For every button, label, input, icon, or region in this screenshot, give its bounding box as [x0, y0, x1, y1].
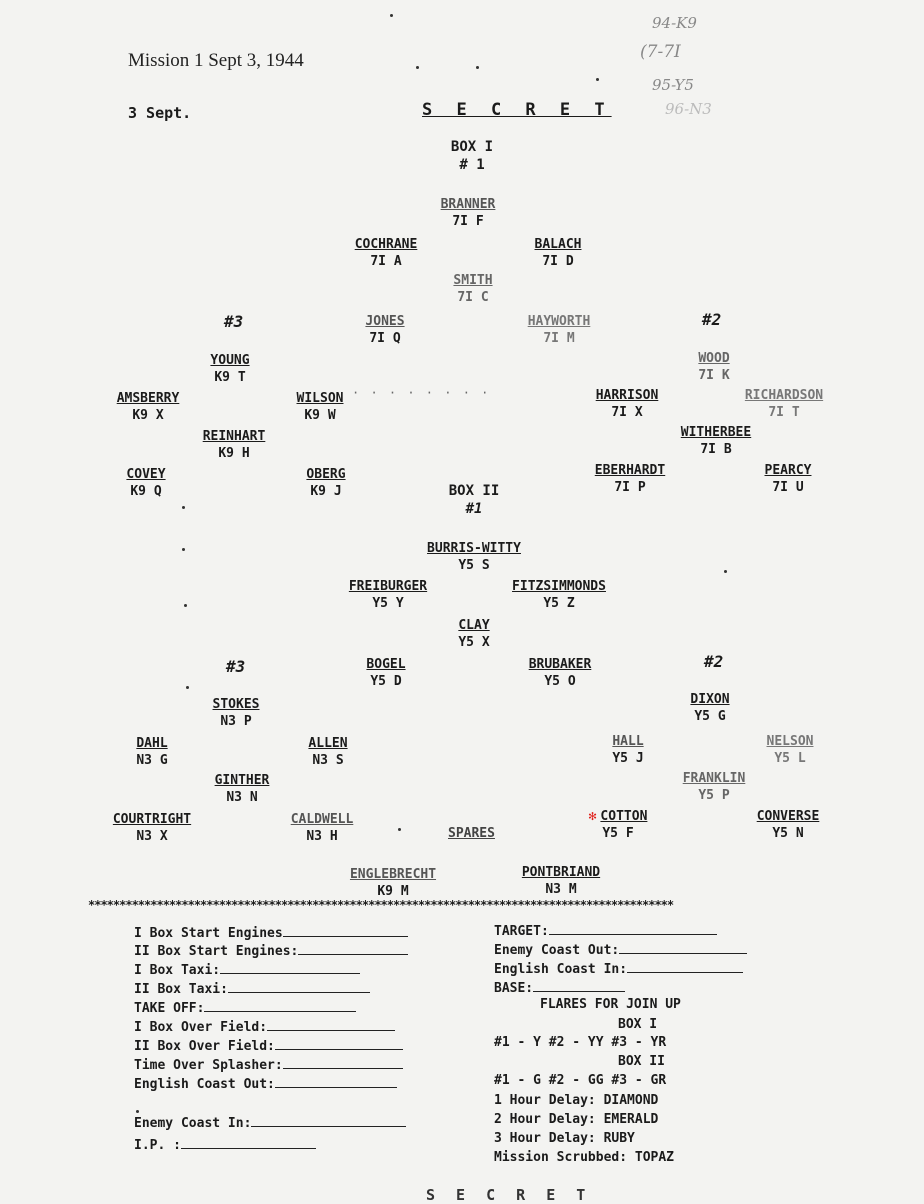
briefing-line: [134, 999, 356, 1017]
aircraft-code: 7I F: [452, 214, 484, 229]
pilot-name: PONTBRIAND: [521, 865, 601, 880]
briefing-label: BASE:: [494, 981, 534, 996]
box-two-title: BOX II: [448, 483, 500, 499]
pilot-name: BRANNER: [440, 197, 496, 212]
delay-code: Mission Scrubbed: TOPAZ: [494, 1150, 675, 1165]
element-number: #2: [704, 652, 724, 671]
aircraft-code: 7I P: [614, 480, 646, 495]
briefing-label: Enemy Coast In:: [134, 1116, 252, 1131]
scan-speck: [186, 686, 189, 689]
blank-line: [619, 941, 747, 954]
flares-box-two: BOX II: [618, 1054, 665, 1069]
pilot-name: EBERHARDT: [594, 463, 666, 478]
aircraft-position: [308, 735, 347, 769]
aircraft-code: 7I K: [698, 368, 730, 383]
aircraft-code: Y5 N: [772, 826, 804, 841]
pilot-name: ALLEN: [308, 736, 348, 751]
aircraft-code: 7I A: [370, 254, 402, 269]
aircraft-code: K9 W: [304, 408, 336, 423]
pilot-name: STOKES: [212, 697, 260, 712]
pilot-name: FREIBURGER: [348, 579, 428, 594]
scan-speck: [398, 828, 401, 831]
aircraft-position: [595, 462, 665, 496]
aircraft-code: N3 M: [545, 882, 577, 897]
aircraft-position: [136, 735, 167, 769]
aircraft-position: [522, 864, 600, 898]
handwritten-note: 96-N3: [665, 100, 712, 118]
briefing-line: [134, 1018, 395, 1036]
aircraft-position: [683, 770, 746, 804]
blank-line: [275, 1075, 397, 1088]
aircraft-code: N3 G: [136, 753, 168, 768]
aircraft-code: Y5 G: [694, 709, 726, 724]
aircraft-position: [767, 733, 814, 767]
pilot-name: CONVERSE: [756, 809, 820, 824]
briefing-label: I.P. :: [134, 1138, 181, 1153]
aircraft-code: N3 P: [220, 714, 252, 729]
pilot-name: CLAY: [458, 618, 490, 633]
briefing-line: [494, 922, 717, 940]
aircraft-code: Y5 S: [458, 558, 490, 573]
briefing-line: [134, 1136, 316, 1154]
aircraft-position: [698, 350, 729, 384]
briefing-label: II Box Start Engines:: [134, 944, 299, 959]
pilot-name: FITZSIMMONDS: [512, 579, 606, 594]
box-one-title: BOX I: [450, 139, 494, 155]
scan-speck: [596, 78, 599, 81]
aircraft-code: 7I U: [772, 480, 804, 495]
handwritten-note: (7-7I: [640, 42, 681, 62]
scan-speck: [184, 604, 187, 607]
pilot-name: COVEY: [126, 467, 166, 482]
pilot-name: CALDWELL: [290, 812, 354, 827]
pilot-name: PEARCY: [764, 463, 812, 478]
flares-title: FLARES FOR JOIN UP: [540, 997, 681, 1012]
briefing-label: II Box Taxi:: [134, 982, 228, 997]
scan-speck: [390, 14, 393, 17]
briefing-label: TAKE OFF:: [134, 1001, 205, 1016]
aircraft-position: [757, 808, 820, 842]
document-date: 3 Sept.: [128, 104, 192, 122]
aircraft-position: [528, 313, 591, 347]
box-one-header: [451, 138, 493, 174]
pilot-name: BOGEL: [366, 657, 406, 672]
aircraft-code: Y5 F: [602, 826, 634, 841]
aircraft-position: [355, 236, 418, 270]
aircraft-position: [210, 352, 249, 386]
briefing-line: [134, 1114, 406, 1132]
pilot-name: ENGLEBRECHT: [349, 867, 437, 882]
element-number: #3: [226, 657, 246, 676]
aircraft-position: [126, 466, 165, 500]
blank-line: [267, 1018, 395, 1031]
aircraft-position: [117, 390, 180, 424]
aircraft-code: Y5 L: [774, 751, 806, 766]
aircraft-code: K9 H: [218, 446, 250, 461]
aircraft-position: [589, 808, 648, 842]
pilot-name: HAYWORTH: [527, 314, 591, 329]
pilot-name: COURTRIGHT: [112, 812, 192, 827]
element-number: #3: [224, 312, 244, 331]
pilot-name: COTTON: [600, 809, 648, 824]
aircraft-position: [453, 272, 492, 306]
aircraft-position: [203, 428, 266, 462]
handwritten-note: 94-K9: [652, 14, 697, 32]
aircraft-position: [366, 656, 405, 690]
classification-header: S E C R E T: [422, 100, 612, 120]
aircraft-position: [427, 540, 521, 574]
delay-code: 3 Hour Delay: RUBY: [494, 1131, 635, 1146]
aircraft-position: [215, 772, 270, 806]
spares-label: SPARES: [448, 826, 495, 841]
aircraft-code: 7I T: [768, 405, 800, 420]
pilot-name: DIXON: [690, 692, 730, 707]
aircraft-code: K9 J: [310, 484, 342, 499]
pilot-name: OBERG: [306, 467, 346, 482]
briefing-label: Enemy Coast Out:: [494, 943, 620, 958]
aircraft-position: [681, 424, 751, 458]
aircraft-position: [213, 696, 260, 730]
pilot-name: DAHL: [136, 736, 168, 751]
briefing-line: [134, 942, 408, 960]
aircraft-code: 7I C: [457, 290, 489, 305]
blank-line: [181, 1136, 316, 1149]
blank-line: [283, 924, 408, 937]
aircraft-code: Y5 Z: [543, 596, 575, 611]
aircraft-code: 7I X: [611, 405, 643, 420]
aircraft-code: K9 T: [214, 370, 246, 385]
aircraft-code: Y5 O: [544, 674, 576, 689]
aircraft-code: N3 N: [226, 790, 258, 805]
briefing-line: [134, 1075, 397, 1093]
aircraft-code: Y5 P: [698, 788, 730, 803]
briefing-label: English Coast Out:: [134, 1077, 275, 1092]
classification-footer: S E C R E T: [426, 1186, 592, 1204]
briefing-line: [494, 979, 625, 997]
asterisk-icon: ✻: [588, 809, 597, 824]
scan-speck: [182, 548, 185, 551]
pilot-name: FRANKLIN: [682, 771, 746, 786]
briefing-label: I Box Over Field:: [134, 1020, 268, 1035]
blank-line: [627, 960, 743, 973]
briefing-label: I Box Start Engines: [134, 926, 283, 941]
aircraft-position: [306, 466, 345, 500]
aircraft-position: [765, 462, 812, 496]
scan-speck: [416, 66, 419, 69]
asterisk-separator: **********************************************************************************************: [88, 898, 674, 912]
pilot-name: WITHERBEE: [680, 425, 752, 440]
aircraft-code: N3 X: [136, 829, 168, 844]
aircraft-position: [690, 691, 729, 725]
delay-code: 2 Hour Delay: EMERALD: [494, 1112, 659, 1127]
briefing-line: [134, 1056, 403, 1074]
pilot-name: SMITH: [453, 273, 493, 288]
aircraft-position: [745, 387, 823, 421]
box-two-header: [449, 482, 500, 518]
blank-line: [533, 979, 625, 992]
aircraft-code: Y5 J: [612, 751, 644, 766]
flares-box-one: BOX I: [618, 1017, 658, 1032]
aircraft-code: K9 M: [377, 884, 409, 899]
aircraft-code: K9 Q: [130, 484, 162, 499]
pilot-name: GINTHER: [214, 773, 270, 788]
aircraft-position: [529, 656, 592, 690]
pilot-name: WOOD: [698, 351, 730, 366]
pilot-name: NELSON: [766, 734, 814, 749]
aircraft-position: [365, 313, 404, 347]
briefing-line: [134, 980, 370, 998]
aircraft-code: K9 X: [132, 408, 164, 423]
scan-speck: [476, 66, 479, 69]
briefing-line: [134, 1037, 403, 1055]
briefing-label: Time Over Splasher:: [134, 1058, 283, 1073]
briefing-label: I Box Taxi:: [134, 963, 221, 978]
briefing-line: [134, 924, 408, 942]
formation-dots: · · · · · · · ·: [352, 386, 491, 400]
aircraft-code: Y5 D: [370, 674, 402, 689]
blank-line: [220, 961, 360, 974]
mission-title: Mission 1 Sept 3, 1944: [128, 50, 304, 71]
blank-line: [251, 1114, 406, 1127]
pilot-name: BRUBAKER: [528, 657, 592, 672]
aircraft-code: 7I D: [542, 254, 574, 269]
blank-line: [283, 1056, 403, 1069]
box-two-lead-number: #1: [465, 501, 483, 517]
briefing-line: [494, 960, 743, 978]
pilot-name: AMSBERRY: [116, 391, 180, 406]
briefing-line: [494, 941, 747, 959]
aircraft-position: [349, 578, 427, 612]
aircraft-position: [291, 811, 354, 845]
pilot-name: HARRISON: [595, 388, 659, 403]
aircraft-position: [596, 387, 659, 421]
aircraft-position: [535, 236, 582, 270]
aircraft-code: N3 H: [306, 829, 338, 844]
briefing-label: TARGET:: [494, 924, 549, 939]
aircraft-position: [297, 390, 344, 424]
pilot-name: BURRIS-WITTY: [427, 541, 521, 556]
briefing-label: English Coast In:: [494, 962, 628, 977]
pilot-name: JONES: [365, 314, 405, 329]
aircraft-position: [458, 617, 489, 651]
box-one-lead-number: # 1: [459, 157, 485, 173]
blank-line: [549, 922, 717, 935]
aircraft-code: 7I M: [543, 331, 575, 346]
aircraft-position: [441, 196, 496, 230]
blank-line: [298, 942, 408, 955]
aircraft-code: 7I B: [700, 442, 732, 457]
delay-code: 1 Hour Delay: DIAMOND: [494, 1093, 659, 1108]
flares-box-two-codes: #1 - G #2 - GG #3 - GR: [494, 1073, 667, 1088]
blank-line: [275, 1037, 403, 1050]
pilot-name: RICHARDSON: [744, 388, 824, 403]
aircraft-position: [512, 578, 606, 612]
briefing-label: II Box Over Field:: [134, 1039, 275, 1054]
pilot-name: YOUNG: [210, 353, 250, 368]
scan-speck: [136, 1110, 139, 1113]
flares-box-one-codes: #1 - Y #2 - YY #3 - YR: [494, 1035, 667, 1050]
pilot-name: WILSON: [296, 391, 344, 406]
aircraft-position: [612, 733, 643, 767]
pilot-name: REINHART: [202, 429, 266, 444]
handwritten-note: 95-Y5: [652, 76, 694, 94]
aircraft-code: 7I Q: [369, 331, 401, 346]
pilot-name: HALL: [612, 734, 644, 749]
scan-speck: [182, 506, 185, 509]
aircraft-code: N3 S: [312, 753, 344, 768]
pilot-name: COCHRANE: [354, 237, 418, 252]
briefing-line: [134, 961, 360, 979]
aircraft-code: Y5 X: [458, 635, 490, 650]
scan-speck: [724, 570, 727, 573]
blank-line: [228, 980, 370, 993]
aircraft-position: [113, 811, 191, 845]
blank-line: [204, 999, 356, 1012]
aircraft-position: [350, 866, 436, 900]
element-number: #2: [702, 310, 722, 329]
pilot-name: BALACH: [534, 237, 582, 252]
aircraft-code: Y5 Y: [372, 596, 404, 611]
